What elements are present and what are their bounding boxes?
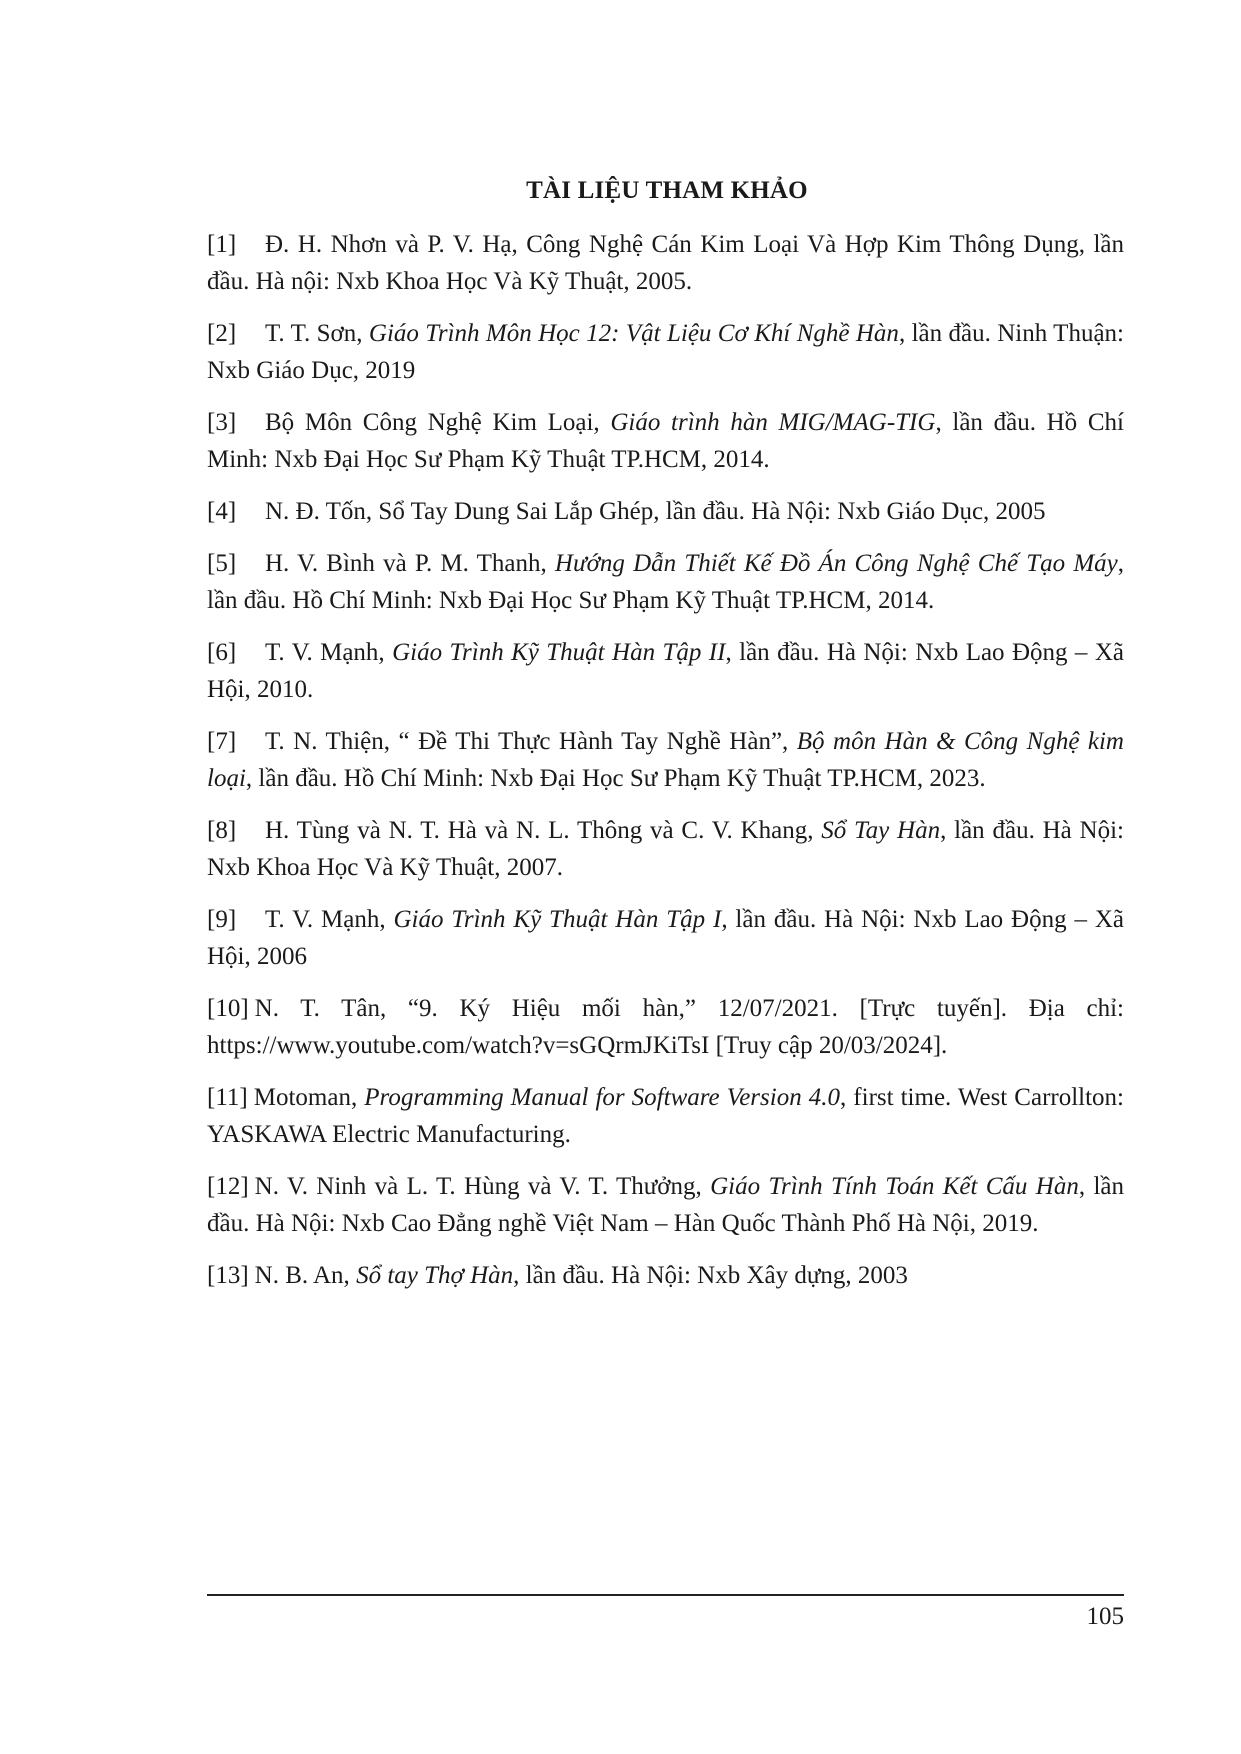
reference-text-tail: , lần đầu. Hồ Chí Minh: Nxb Đại Học Sư Phạm Kỹ Thuật TP.HCM, 2023.: [245, 765, 986, 792]
reference-text-tail: , lần đầu. Hồ Chí Minh: Nxb Đại Học Sư Phạm Kỹ Thuật TP.HCM, 2014.: [207, 550, 1124, 614]
reference-number: [4]: [207, 498, 237, 525]
reference-title: Sổ tay Thợ Hàn: [356, 1262, 514, 1289]
reference-text-tail: , lần đầu. Hồ Chí Minh: Nxb Đại Học Sư Phạm Kỹ Thuật TP.HCM, 2014.: [207, 409, 1124, 473]
reference-title: Giáo Trình Tính Toán Kết Cấu Hàn: [710, 1173, 1079, 1200]
reference-item: [207, 723, 1124, 797]
reference-number: [1]: [207, 231, 237, 258]
reference-title: Hướng Dẫn Thiết Kế Đồ Án Công Nghệ Chế Tạo Máy: [554, 550, 1118, 577]
reference-text: Đ. H. Nhơn và P. V. Hạ, Công Nghệ Cán Kim Loại Và Hợp Kim Thông Dụng, lần đầu. Hà nội: Nxb Khoa Học Và Kỹ Thuật, 2005.: [207, 231, 1124, 295]
reference-title: Programming Manual for Software Version 4.0: [364, 1084, 840, 1111]
reference-item: [207, 901, 1124, 975]
page-number: 105: [1086, 1603, 1124, 1630]
reference-item: [207, 226, 1124, 300]
reference-number: [6]: [207, 639, 237, 666]
reference-text-tail: , lần đầu. Hà Nội: Nxb Lao Động – Xã Hội, 2006: [207, 906, 1124, 970]
reference-text-tail: , first time. West Carrollton: YASKAWA Electric Manufacturing.: [207, 1084, 1125, 1148]
reference-title: Bộ môn Hàn & Công Nghệ kim loại: [207, 728, 1124, 792]
reference-number: [13]: [207, 1262, 249, 1289]
reference-text: N. T. Tân, “9. Ký Hiệu mối hàn,” 12/07/2021. [Trực tuyến]. Địa chỉ: https://www.youtube.com/watch?v=sGQrmJKiTsI [Truy cập 20/03/2024].: [207, 995, 1124, 1059]
reference-number: [10]: [207, 995, 249, 1022]
reference-number: [3]: [207, 409, 237, 436]
reference-text: Motoman,: [253, 1084, 365, 1111]
reference-item: [207, 1079, 1124, 1153]
reference-text: T. V. Mạnh,: [265, 639, 393, 666]
reference-number: [9]: [207, 906, 237, 933]
reference-text-tail: , lần đầu. Hà Nội: Nxb Lao Động – Xã Hội, 2010.: [207, 639, 1124, 703]
reference-list: [207, 226, 1124, 1309]
reference-text: Bộ Môn Công Nghệ Kim Loại,: [265, 409, 611, 436]
reference-title: Giáo Trình Kỹ Thuật Hàn Tập II: [392, 639, 726, 666]
reference-title: Giáo trình hàn MIG/MAG-TIG: [610, 409, 936, 436]
reference-item: [207, 812, 1124, 886]
reference-item: [207, 315, 1124, 389]
reference-text: N. V. Ninh và L. T. Hùng và V. T. Thưởng,: [254, 1173, 711, 1200]
reference-number: [2]: [207, 320, 237, 347]
reference-text: H. Tùng và N. T. Hà và N. L. Thông và C. V. Khang,: [265, 817, 822, 844]
page-title: TÀI LIỆU THAM KHẢO: [526, 177, 808, 204]
reference-text-tail: , lần đầu. Hà Nội: Nxb Cao Đẳng nghề Việt Nam – Hàn Quốc Thành Phố Hà Nội, 2019.: [207, 1173, 1124, 1237]
reference-number: [12]: [207, 1173, 249, 1200]
reference-number: [11]: [207, 1084, 248, 1111]
reference-item: [207, 1257, 1124, 1294]
reference-text-tail: , lần đầu. Ninh Thuận: Nxb Giáo Dục, 2019: [207, 320, 1124, 384]
reference-text-tail: , lần đầu. Hà Nội: Nxb Xây dựng, 2003: [513, 1262, 908, 1289]
reference-item: [207, 990, 1124, 1064]
reference-item: [207, 634, 1124, 708]
reference-number: [7]: [207, 728, 237, 755]
reference-item: [207, 404, 1124, 478]
reference-title: Giáo Trình Môn Học 12: Vật Liệu Cơ Khí Nghề Hàn: [368, 320, 899, 347]
reference-text: T. V. Mạnh,: [265, 906, 394, 933]
reference-item: [207, 1168, 1124, 1242]
reference-title: Sổ Tay Hàn: [821, 817, 941, 844]
reference-text: T. N. Thiện, “ Đề Thi Thực Hành Tay Nghề Hàn”,: [265, 728, 797, 755]
reference-text: T. T. Sơn,: [265, 320, 369, 347]
reference-text: N. Đ. Tốn, Sổ Tay Dung Sai Lắp Ghép, lần đầu. Hà Nội: Nxb Giáo Dục, 2005: [265, 498, 1046, 525]
reference-text: H. V. Bình và P. M. Thanh,: [265, 550, 555, 577]
footer-divider: [207, 1594, 1124, 1596]
reference-item: [207, 493, 1124, 530]
reference-number: [8]: [207, 817, 237, 844]
reference-text: N. B. An,: [254, 1262, 357, 1289]
reference-number: [5]: [207, 550, 237, 577]
reference-text-tail: , lần đầu. Hà Nội: Nxb Khoa Học Và Kỹ Thuật, 2007.: [207, 817, 1124, 881]
reference-title: Giáo Trình Kỹ Thuật Hàn Tập I: [393, 906, 722, 933]
reference-item: [207, 545, 1124, 619]
